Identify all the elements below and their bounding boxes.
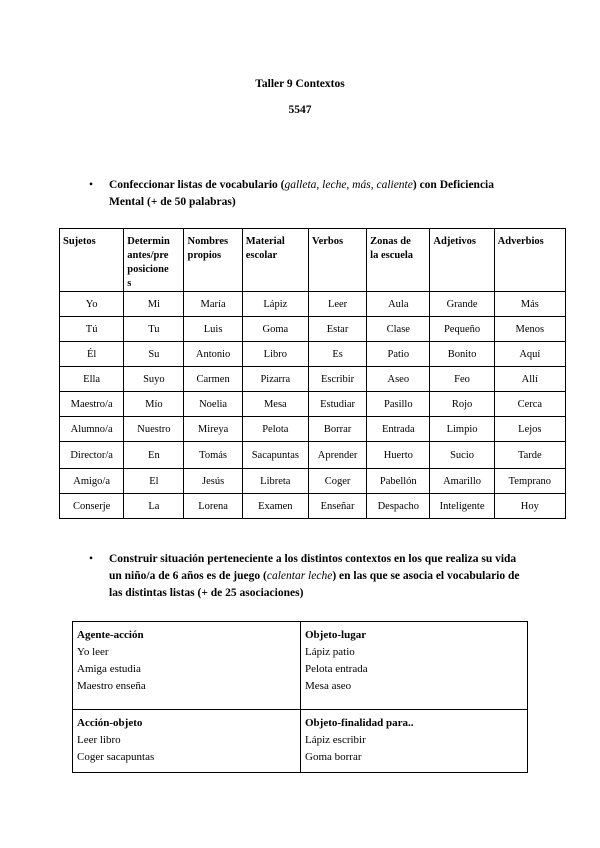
column-header-line: Zonas de: [370, 236, 411, 247]
column-header-line: Verbos: [311, 236, 344, 247]
column-header: [367, 229, 430, 292]
table-cell: Clase: [367, 317, 430, 342]
table-cell: Pizarra: [242, 367, 308, 392]
table-cell: Carmen: [184, 367, 242, 392]
table-cell: Alumno/a: [60, 417, 124, 442]
association-cell: [301, 710, 528, 773]
column-header-line: Sujetos: [63, 236, 96, 247]
table-cell: Pasillo: [367, 392, 430, 417]
column-header-line: antes/pre: [127, 250, 169, 261]
association-title: Objeto-finalidad para..: [305, 717, 414, 729]
table-row: [60, 442, 566, 469]
association-item: Goma borrar: [305, 751, 362, 763]
table-cell: Sucio: [430, 442, 494, 469]
column-header-line: propios: [187, 250, 222, 261]
column-header-line: Adjetivos: [433, 236, 477, 247]
table-cell: Pequeño: [430, 317, 494, 342]
table-cell: Huerto: [367, 442, 430, 469]
column-header: [430, 229, 494, 292]
table-cell: Es: [308, 342, 366, 367]
table-cell: Pabellón: [367, 469, 430, 494]
association-item: Lápiz escribir: [305, 734, 366, 746]
table-cell: Tarde: [494, 442, 565, 469]
association-title: Agente-acción: [77, 629, 144, 641]
table-cell: Sacapuntas: [242, 442, 308, 469]
column-header: [124, 229, 184, 292]
table-cell: Maestro/a: [60, 392, 124, 417]
table-row: [60, 317, 566, 342]
table-cell: Leer: [308, 292, 366, 317]
association-item: Yo leer: [77, 646, 109, 658]
table-cell: Él: [60, 342, 124, 367]
table-cell: En: [124, 442, 184, 469]
table-cell: Libro: [242, 342, 308, 367]
vocabulary-table: [59, 228, 566, 519]
table-cell: Noelia: [184, 392, 242, 417]
column-header-line: Adverbios: [497, 236, 544, 247]
table-cell: Aquí: [494, 342, 565, 367]
association-row: [73, 622, 528, 710]
table-cell: Feo: [430, 367, 494, 392]
association-item: Maestro enseña: [77, 680, 146, 692]
association-cell: [73, 710, 301, 773]
table-cell: Tomás: [184, 442, 242, 469]
table-cell: Allí: [494, 367, 565, 392]
column-header-line: Nombres: [187, 236, 229, 247]
table-cell: Más: [494, 292, 565, 317]
table-row: [60, 292, 566, 317]
table-row: [60, 417, 566, 442]
column-header-line: escolar: [245, 250, 278, 261]
association-item: Coger sacapuntas: [77, 751, 155, 763]
bullet-vocabulary-text: Confeccionar listas de vocabulario (galleta, leche, más, caliente) con Deficiencia Mental (+ de 50 palabras): [109, 179, 494, 208]
association-item: Amiga estudia: [77, 663, 141, 675]
table-cell: Bonito: [430, 342, 494, 367]
table-cell: Examen: [242, 494, 308, 519]
bullet-situation-text: Construir situación perteneciente a los distintos contextos en los que realiza su vida un niño/a de 6 años es de juego (calentar leche) en las que se asocia el vocabulario de las distintas listas (+ de 25 asociaciones): [109, 553, 520, 599]
table-cell: La: [124, 494, 184, 519]
column-header-line: Material: [245, 236, 285, 247]
association-title: Acción-objeto: [77, 717, 143, 729]
column-header: [308, 229, 366, 292]
table-cell: Aula: [367, 292, 430, 317]
situation-example: calentar leche: [266, 570, 333, 582]
table-cell: Coger: [308, 469, 366, 494]
table-cell: Ella: [60, 367, 124, 392]
table-cell: Cerca: [494, 392, 565, 417]
table-cell: Tú: [60, 317, 124, 342]
table-cell: Enseñar: [308, 494, 366, 519]
association-cell: [73, 622, 301, 710]
association-title: Objeto-lugar: [305, 629, 367, 641]
table-cell: Rojo: [430, 392, 494, 417]
table-cell: Jesús: [184, 469, 242, 494]
column-header-line: Determin: [127, 236, 170, 247]
association-row: [73, 710, 528, 773]
table-row: [60, 469, 566, 494]
bullet-dot: •: [89, 179, 94, 191]
table-cell: Menos: [494, 317, 565, 342]
table-cell: Mi: [124, 292, 184, 317]
table-cell: Escribir: [308, 367, 366, 392]
table-cell: Estudiar: [308, 392, 366, 417]
column-header-line: la escuela: [370, 250, 414, 261]
table-cell: Patio: [367, 342, 430, 367]
table-cell: Lápiz: [242, 292, 308, 317]
table-cell: Amarillo: [430, 469, 494, 494]
table-cell: Su: [124, 342, 184, 367]
table-cell: María: [184, 292, 242, 317]
table-cell: El: [124, 469, 184, 494]
table-cell: Estar: [308, 317, 366, 342]
document-code: 5547: [288, 104, 312, 116]
column-header: [494, 229, 565, 292]
table-cell: Entrada: [367, 417, 430, 442]
association-cell: [301, 622, 528, 710]
table-cell: Conserje: [60, 494, 124, 519]
column-header: [184, 229, 242, 292]
bullet-dot: •: [89, 553, 94, 565]
table-cell: Nuestro: [124, 417, 184, 442]
column-header-line: s: [127, 278, 132, 289]
table-cell: Antonio: [184, 342, 242, 367]
association-item: Pelota entrada: [305, 663, 368, 675]
table-row: [60, 392, 566, 417]
associations-table: [72, 621, 528, 773]
vocabulary-examples: galleta, leche, más, caliente: [284, 179, 413, 191]
table-cell: Pelota: [242, 417, 308, 442]
table-row: [60, 494, 566, 519]
table-cell: Lorena: [184, 494, 242, 519]
table-cell: Inteligente: [430, 494, 494, 519]
table-row: [60, 342, 566, 367]
table-cell: Amigo/a: [60, 469, 124, 494]
table-cell: Yo: [60, 292, 124, 317]
table-cell: Limpio: [430, 417, 494, 442]
table-cell: Mireya: [184, 417, 242, 442]
table-cell: Grande: [430, 292, 494, 317]
table-cell: Temprano: [494, 469, 565, 494]
association-item: Mesa aseo: [305, 680, 352, 692]
column-header: [60, 229, 124, 292]
table-cell: Lejos: [494, 417, 565, 442]
table-cell: Hoy: [494, 494, 565, 519]
table-cell: Aprender: [308, 442, 366, 469]
column-header-line: posicione: [127, 264, 169, 275]
association-item: Lápiz patio: [305, 646, 355, 658]
table-cell: Director/a: [60, 442, 124, 469]
table-cell: Goma: [242, 317, 308, 342]
table-cell: Mesa: [242, 392, 308, 417]
table-cell: Luis: [184, 317, 242, 342]
association-item: Leer libro: [77, 734, 121, 746]
table-cell: Libreta: [242, 469, 308, 494]
table-cell: Borrar: [308, 417, 366, 442]
table-cell: Tu: [124, 317, 184, 342]
table-cell: Aseo: [367, 367, 430, 392]
table-cell: Mío: [124, 392, 184, 417]
table-cell: Despacho: [367, 494, 430, 519]
table-row: [60, 367, 566, 392]
page-title: Taller 9 Contextos: [255, 78, 345, 90]
column-header: [242, 229, 308, 292]
table-cell: Suyo: [124, 367, 184, 392]
